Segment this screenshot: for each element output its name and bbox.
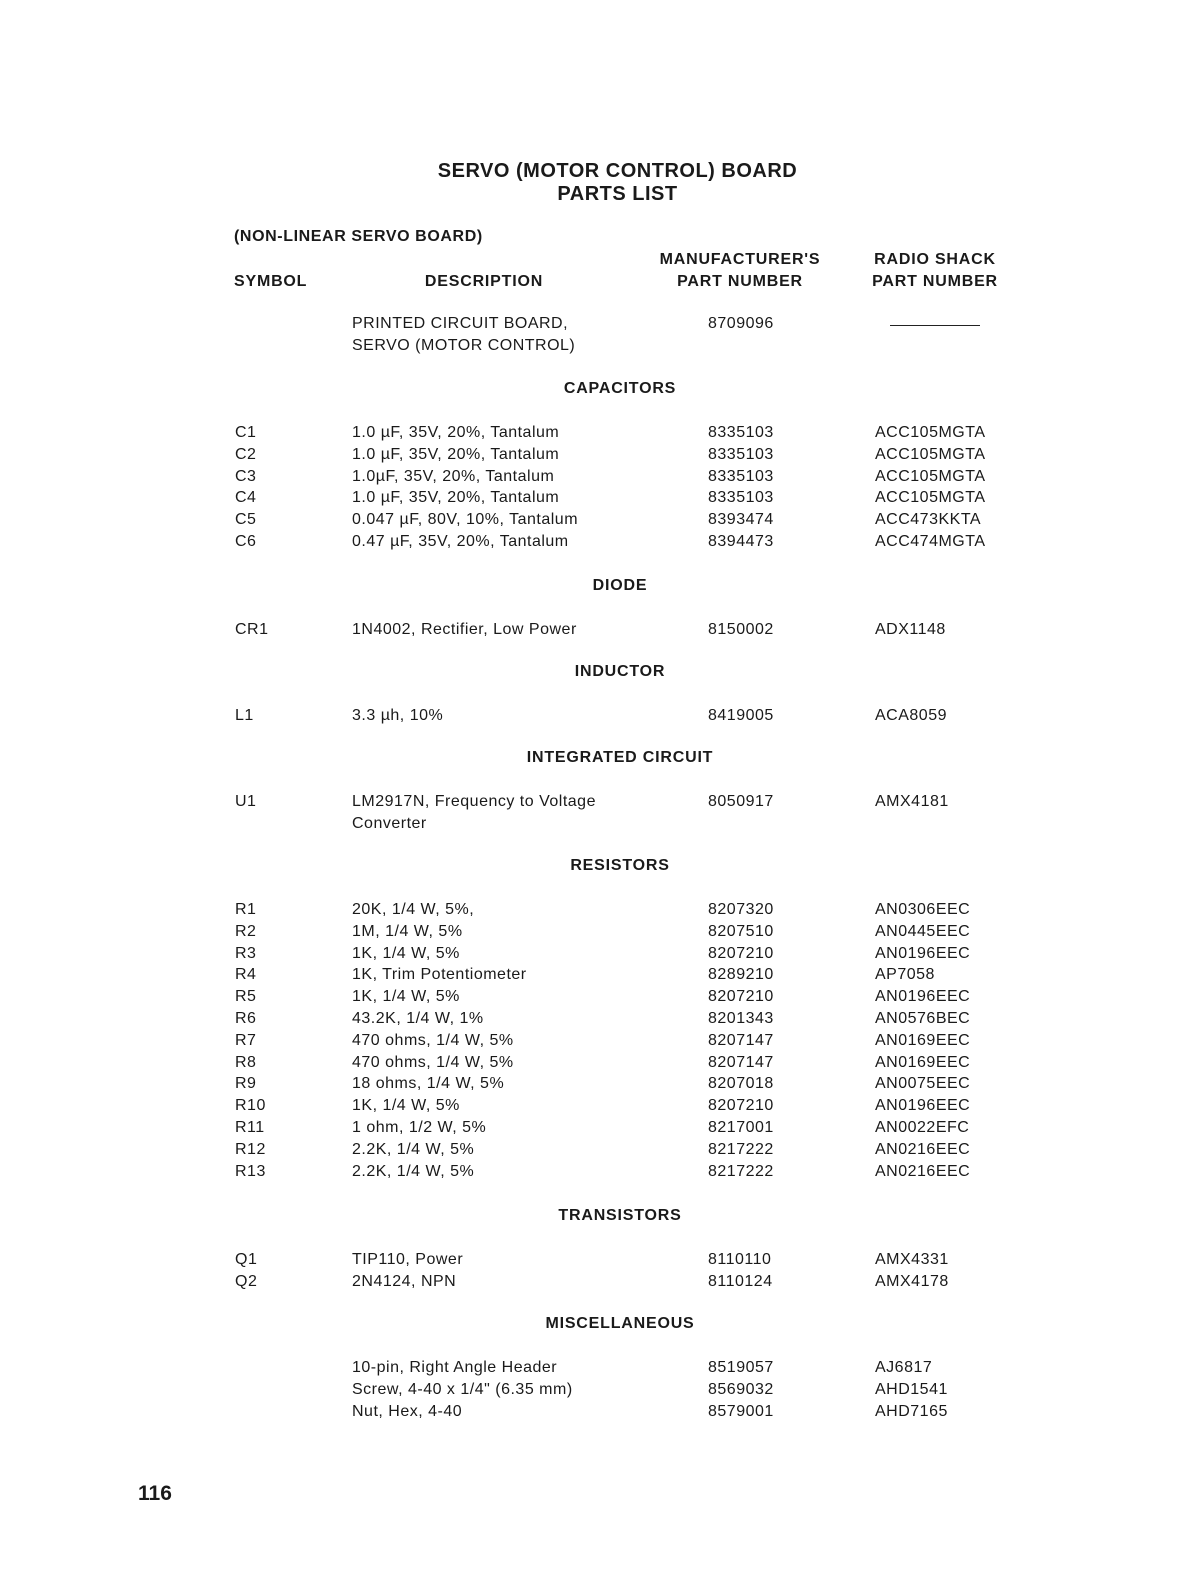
page-number: 116: [138, 1482, 172, 1505]
part-rs-number: AN0169EEC: [875, 1053, 971, 1071]
part-mfr-number: 8335103: [708, 424, 774, 441]
part-description: LM2917N, Frequency to Voltage: [352, 793, 596, 810]
part-description: 1N4002, Rectifier, Low Power: [352, 621, 577, 638]
part-row: [0, 966, 1193, 988]
part-description: 1M, 1/4 W, 5%: [352, 922, 463, 940]
part-mfr-number: 8110124: [708, 1272, 773, 1290]
section-heading: INDUCTOR: [574, 663, 666, 680]
part-description: 1K, 1/4 W, 5%: [352, 944, 460, 962]
part-description: 470 ohms, 1/4 W, 5%: [352, 1053, 514, 1071]
part-rs-number: AN0216EEC: [875, 1140, 971, 1158]
part-row: [0, 1097, 1193, 1119]
part-rs-number: AN0306EEC: [875, 901, 971, 918]
part-rs-number: AMX4181: [875, 793, 949, 810]
header-rs-line2: PART NUMBER: [872, 273, 998, 290]
part-mfr-number: 8335103: [708, 445, 774, 463]
section-heading: INTEGRATED CIRCUIT: [526, 749, 714, 766]
part-rs-number: ADX1148: [875, 621, 946, 638]
part-description: 10-pin, Right Angle Header: [352, 1359, 558, 1376]
part-mfr-number: 8217222: [708, 1162, 774, 1180]
part-symbol: R12: [235, 1140, 266, 1158]
part-mfr-number: 8207210: [708, 944, 774, 962]
part-description: TIP110, Power: [352, 1251, 464, 1268]
part-symbol: L1: [235, 707, 254, 724]
part-mfr-number: 8579001: [708, 1402, 774, 1420]
part-rs-number: AJ6817: [875, 1359, 933, 1376]
part-row: [0, 923, 1193, 945]
header-description: DESCRIPTION: [424, 273, 544, 290]
part-description: 2N4124, NPN: [352, 1272, 457, 1290]
part-row: [0, 945, 1193, 967]
part-description: 1K, 1/4 W, 5%: [352, 988, 460, 1006]
rs-part-blank-dash: [890, 325, 980, 326]
part-mfr-number: 8419005: [708, 707, 774, 724]
part-mfr-number: 8207320: [708, 901, 774, 918]
part-row: [0, 533, 1193, 555]
part-symbol: R10: [235, 1097, 266, 1115]
part-mfr-number: 8207210: [708, 988, 774, 1006]
part-rs-number: ACC105MGTA: [875, 424, 986, 441]
part-rs-number: AP7058: [875, 966, 935, 984]
part-rs-number: AN0196EEC: [875, 988, 971, 1006]
part-rs-number: AN0576BEC: [875, 1010, 971, 1027]
part-row: [0, 489, 1193, 511]
part-mfr-number: 8110110: [708, 1251, 772, 1268]
part-row: [0, 1032, 1193, 1054]
part-row: [0, 511, 1193, 533]
part-rs-number: AN0445EEC: [875, 922, 971, 940]
part-mfr-number: 8519057: [708, 1359, 774, 1376]
header-rs-line1: RADIO SHACK: [874, 251, 996, 268]
part-mfr-number: 8289210: [708, 966, 774, 984]
part-mfr-number: 8207147: [708, 1053, 774, 1071]
pcb-mfr-part: 8709096: [708, 315, 774, 332]
part-mfr-number: 8207510: [708, 922, 774, 940]
part-symbol: Q1: [235, 1251, 258, 1268]
part-rs-number: AN0169EEC: [875, 1031, 971, 1049]
part-row: [0, 815, 1193, 837]
page-title: SERVO (MOTOR CONTROL) BOARD: [437, 160, 798, 182]
header-symbol: SYMBOL: [234, 273, 308, 290]
part-mfr-number: 8217222: [708, 1140, 774, 1158]
part-symbol: R1: [235, 901, 257, 918]
part-symbol: R5: [235, 988, 257, 1006]
part-mfr-number: 8394473: [708, 533, 774, 550]
part-row: [0, 1359, 1193, 1381]
part-symbol: C1: [235, 424, 257, 441]
part-rs-number: AN0216EEC: [875, 1162, 971, 1180]
part-row: [0, 707, 1193, 729]
part-description: 3.3 µh, 10%: [352, 707, 444, 724]
pcb-row: [0, 315, 1193, 337]
board-subtitle: (NON-LINEAR SERVO BOARD): [234, 228, 483, 245]
part-description: Nut, Hex, 4-40: [352, 1402, 463, 1420]
part-rs-number: AMX4331: [875, 1251, 949, 1268]
page-title-line2: PARTS LIST: [557, 183, 678, 205]
part-symbol: C4: [235, 489, 257, 507]
part-mfr-number: 8207147: [708, 1031, 774, 1049]
part-row: [0, 1075, 1193, 1097]
part-symbol: R8: [235, 1053, 257, 1071]
part-rs-number: ACC473KKTA: [875, 511, 982, 529]
part-row: [0, 446, 1193, 468]
section-heading: MISCELLANEOUS: [545, 1315, 695, 1332]
pcb-row-continued: [0, 337, 1193, 359]
part-row: [0, 1251, 1193, 1273]
part-row: [0, 1163, 1193, 1185]
header-manufacturer-part-number: [640, 249, 840, 293]
part-row: [0, 1381, 1193, 1403]
part-description: 18 ohms, 1/4 W, 5%: [352, 1075, 505, 1093]
part-description: 1.0 µF, 35V, 20%, Tantalum: [352, 445, 560, 463]
part-mfr-number: 8569032: [708, 1380, 774, 1398]
section-heading: CAPACITORS: [563, 380, 677, 397]
part-description: Converter: [352, 814, 427, 832]
part-symbol: C5: [235, 511, 257, 529]
part-symbol: R9: [235, 1075, 257, 1093]
pcb-description-line1: PRINTED CIRCUIT BOARD,: [352, 315, 569, 332]
section-heading: TRANSISTORS: [558, 1207, 682, 1224]
part-description: 2.2K, 1/4 W, 5%: [352, 1140, 475, 1158]
section-heading: DIODE: [592, 577, 648, 594]
part-mfr-number: 8335103: [708, 467, 774, 485]
part-description: 1K, 1/4 W, 5%: [352, 1097, 460, 1115]
part-rs-number: AN0196EEC: [875, 944, 971, 962]
part-rs-number: AHD1541: [875, 1380, 948, 1398]
part-row: [0, 621, 1193, 643]
part-row: [0, 901, 1193, 923]
part-description: 1.0 µF, 35V, 20%, Tantalum: [352, 489, 560, 507]
part-description: 1.0µF, 35V, 20%, Tantalum: [352, 467, 555, 485]
part-description: 0.47 µF, 35V, 20%, Tantalum: [352, 533, 569, 550]
part-mfr-number: 8150002: [708, 621, 774, 638]
part-rs-number: AN0022EFC: [875, 1119, 970, 1136]
part-symbol: R3: [235, 944, 257, 962]
part-mfr-number: 8050917: [708, 793, 774, 810]
part-rs-number: AMX4178: [875, 1272, 949, 1290]
part-symbol: R11: [235, 1119, 265, 1136]
part-mfr-number: 8335103: [708, 489, 774, 507]
part-row: [0, 793, 1193, 815]
part-symbol: C3: [235, 467, 257, 485]
part-rs-number: ACC105MGTA: [875, 489, 986, 507]
part-row: [0, 1010, 1193, 1032]
part-description: 0.047 µF, 80V, 10%, Tantalum: [352, 511, 579, 529]
part-row: [0, 1403, 1193, 1425]
part-description: 1.0 µF, 35V, 20%, Tantalum: [352, 424, 560, 441]
part-row: [0, 1054, 1193, 1076]
part-mfr-number: 8217001: [708, 1119, 774, 1136]
part-description: 20K, 1/4 W, 5%,: [352, 901, 475, 918]
part-rs-number: ACC105MGTA: [875, 445, 986, 463]
part-description: Screw, 4-40 x 1/4" (6.35 mm): [352, 1380, 573, 1398]
pcb-description-line2: SERVO (MOTOR CONTROL): [352, 337, 576, 354]
part-symbol: U1: [235, 793, 257, 810]
part-row: [0, 424, 1193, 446]
part-mfr-number: 8207018: [708, 1075, 774, 1093]
part-rs-number: ACA8059: [875, 707, 947, 724]
part-description: 470 ohms, 1/4 W, 5%: [352, 1031, 514, 1049]
part-description: 1 ohm, 1/2 W, 5%: [352, 1119, 487, 1136]
part-mfr-number: 8393474: [708, 511, 774, 529]
part-row: [0, 1141, 1193, 1163]
part-row: [0, 1119, 1193, 1141]
part-description: 1K, Trim Potentiometer: [352, 966, 527, 984]
part-symbol: R13: [235, 1162, 266, 1180]
part-row: [0, 468, 1193, 490]
part-symbol: R4: [235, 966, 257, 984]
part-rs-number: ACC105MGTA: [875, 467, 986, 485]
part-symbol: R7: [235, 1031, 257, 1049]
part-mfr-number: 8207210: [708, 1097, 774, 1115]
header-radio-shack-part-number: [850, 249, 1020, 293]
part-description: 43.2K, 1/4 W, 1%: [352, 1010, 484, 1027]
part-symbol: C2: [235, 445, 257, 463]
part-mfr-number: 8201343: [708, 1010, 774, 1027]
header-mfr-line1: MANUFACTURER'S: [659, 251, 821, 268]
part-rs-number: AN0196EEC: [875, 1097, 971, 1115]
section-heading: RESISTORS: [570, 857, 670, 874]
part-symbol: C6: [235, 533, 257, 550]
part-symbol: R2: [235, 922, 257, 940]
part-row: [0, 1273, 1193, 1295]
part-symbol: Q2: [235, 1272, 258, 1290]
part-row: [0, 988, 1193, 1010]
part-rs-number: AN0075EEC: [875, 1075, 971, 1093]
part-description: 2.2K, 1/4 W, 5%: [352, 1162, 475, 1180]
part-rs-number: ACC474MGTA: [875, 533, 986, 550]
part-symbol: CR1: [235, 621, 269, 638]
part-symbol: R6: [235, 1010, 257, 1027]
part-rs-number: AHD7165: [875, 1402, 948, 1420]
header-mfr-line2: PART NUMBER: [677, 273, 803, 290]
